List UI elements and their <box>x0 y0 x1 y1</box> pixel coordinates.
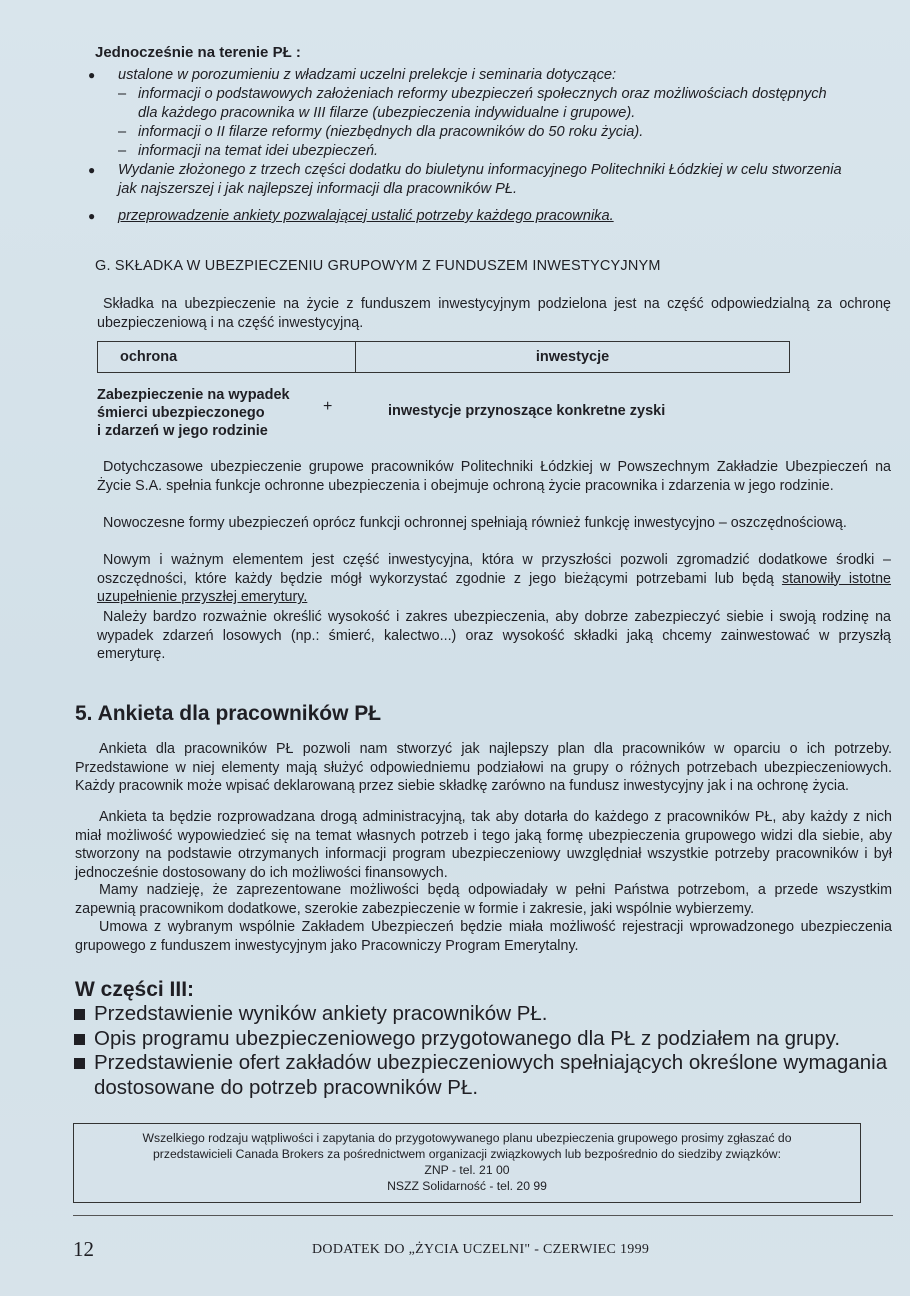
paragraph: Nowym i ważnym elementem jest część inwestycyjna, która w przyszłości pozwoli zgromadzić dodatkowe środki – oszczędności, które każdy będzie mógł wykorzystać zgodnie z jego bieżącymi potrzebami lub będą stanowiły istotne uzupełnienie przyszłej emerytury. <box>97 552 891 606</box>
contact-phone-solidarnosc: NSZZ Solidarność - tel. 20 99 <box>387 1179 547 1193</box>
premium-split-table <box>97 341 790 373</box>
paragraph: Mamy nadzieję, że zaprezentowane możliwości będą odpowiadały w pełni Państwa potrzebom, a przede wszystkim zapewnią pracownikom dodatkowe, szerokie zabezpieczenie w formie i zakresie, jaki wspólnie wybierzemy. <box>75 882 892 917</box>
underlined-list <box>88 207 848 226</box>
table-cell-investments: inwestycje <box>356 342 790 373</box>
paragraph: Ankieta dla pracowników PŁ pozwoli nam stworzyć jak najlepszy plan dla pracowników w oparciu o ich potrzeby. Przedstawione w niej elementy mają służyć odpowiedniemu podziałowi na grupy o różnych potrzebach ubezpieczeniowych. Każdy pracownik może wpisać deklarowaną przez siebie składkę zarówno na fundusz inwestycyjny jak i na ochronę życia. <box>75 741 892 795</box>
contact-line: Wszelkiego rodzaju wątpliwości i zapytania do przygotowywanego planu ubezpieczenia grupowego prosimy zgłaszać do <box>142 1131 792 1145</box>
section-5-title: 5. Ankieta dla pracowników PŁ <box>75 702 382 725</box>
list-item: – informacji o II filarze reformy (niezbędnych dla pracowników do 50 roku życia). <box>88 123 848 142</box>
table-cell-protection: ochrona <box>98 342 356 373</box>
list-item: ● ustalone w porozumieniu z władzami uczelni prelekcje i seminaria dotyczące: <box>88 66 848 85</box>
part-iii-list <box>74 1002 889 1100</box>
paragraph: Składka na ubezpieczenie na życie z funduszem inwestycyjnym podzielona jest na część odpowiedzialną za ochronę ubezpieczeniową i na część inwestycyjną. <box>97 296 891 331</box>
contact-line: przedstawicieli Canada Brokers za pośrednictwem organizacji związkowych lub bezpośrednio do siedziby związków: <box>153 1147 781 1161</box>
list-item: – informacji na temat idei ubezpieczeń. <box>88 142 848 161</box>
paragraph: Ankieta ta będzie rozprowadzana drogą administracyjną, tak aby dotarła do każdego z pracowników PŁ, aby każdy z nich miał możliwość wypowiedzieć się na temat własnych potrzeb i tego jaką formę ubezpieczenia grupowego widzi dla siebie, aby stworzony na podstawie otrzymanych informacji program ubezpieczeniowy uwzględniał wszystkie potrzeby pracowników i był jednocześnie dostosowany do ich możliwości finansowych. <box>75 809 892 881</box>
paragraph: Należy bardzo rozważnie określić wysokość i zakres ubezpieczenia, aby dobrze zabezpieczyć siebie i swoją rodzinę na wypadek zdarzeń losowych (np.: śmierć, kalectwo...) oraz wysokość składki jaką chcemy zainwestować w przyszłą emeryturę. <box>97 609 891 663</box>
paragraph: Nowoczesne formy ubezpieczeń oprócz funkcji ochronnej spełniają również funkcję inwestycyjno – oszczędnościową. <box>103 515 847 531</box>
list-item: – informacji o podstawowych założeniach reformy ubezpieczeń społecznych oraz możliwościach dostępnych dla każdego pracownika w III filarze (ubezpieczenia indywidualne i grupowe). <box>88 85 848 123</box>
paragraph: Dotychczasowe ubezpieczenie grupowe pracowników Politechniki Łódzkiej w Powszechnym Zakładzie Ubezpieczeń na Życie S.A. spełnia funkcje ochronne ubezpieczenia i obejmuje ochroną życie pracownika i zdarzenia w jego rodzinie. <box>97 459 891 494</box>
top-list <box>88 66 848 199</box>
list-item: ● Wydanie złożonego z trzech części dodatku do biuletynu informacyjnego Politechniki Łódzkiej w celu stworzenia jak najszerszej i jak najlepszej informacji dla pracowników PŁ. <box>88 161 848 199</box>
section-g-title: G. SKŁADKA W UBEZPIECZENIU GRUPOWYM Z FUNDUSZEM INWESTYCYJNYM <box>95 258 661 274</box>
contact-phone-znp: ZNP - tel. 21 00 <box>424 1163 510 1177</box>
plus-sign: + <box>323 398 333 415</box>
list-item: Przedstawienie wyników ankiety pracowników PŁ. <box>74 1002 889 1027</box>
page-number: 12 <box>73 1237 94 1261</box>
list-item: Przedstawienie ofert zakładów ubezpieczeniowych spełniających określone wymagania dostosowane do potrzeb pracowników PŁ. <box>74 1051 889 1100</box>
paragraph: Umowa z wybranym wspólnie Zakładem Ubezpieczeń będzie miała możliwość rejestracji wprowadzonego ubezpieczenia grupowego z funduszem inwestycyjnym jako Pracowniczy Program Emerytalny. <box>75 919 892 954</box>
contact-box <box>73 1123 861 1203</box>
list-item: Opis programu ubezpieczeniowego przygotowanego dla PŁ z podziałem na grupy. <box>74 1027 889 1052</box>
footer-divider <box>73 1215 893 1216</box>
section-heading: Jednocześnie na terenie PŁ : <box>95 44 301 61</box>
investment-description: inwestycje przynoszące konkretne zyski <box>388 403 666 419</box>
footer-text: DODATEK DO „ŻYCIA UCZELNI" - CZERWIEC 1999 <box>312 1242 650 1257</box>
protection-description: Zabezpieczenie na wypadek śmierci ubezpieczonego i zdarzeń w jego rodzinie <box>97 387 290 439</box>
list-item: ● przeprowadzenie ankiety pozwalającej ustalić potrzeby każdego pracownika. <box>88 207 848 226</box>
part-iii-title: W części III: <box>75 978 195 1001</box>
